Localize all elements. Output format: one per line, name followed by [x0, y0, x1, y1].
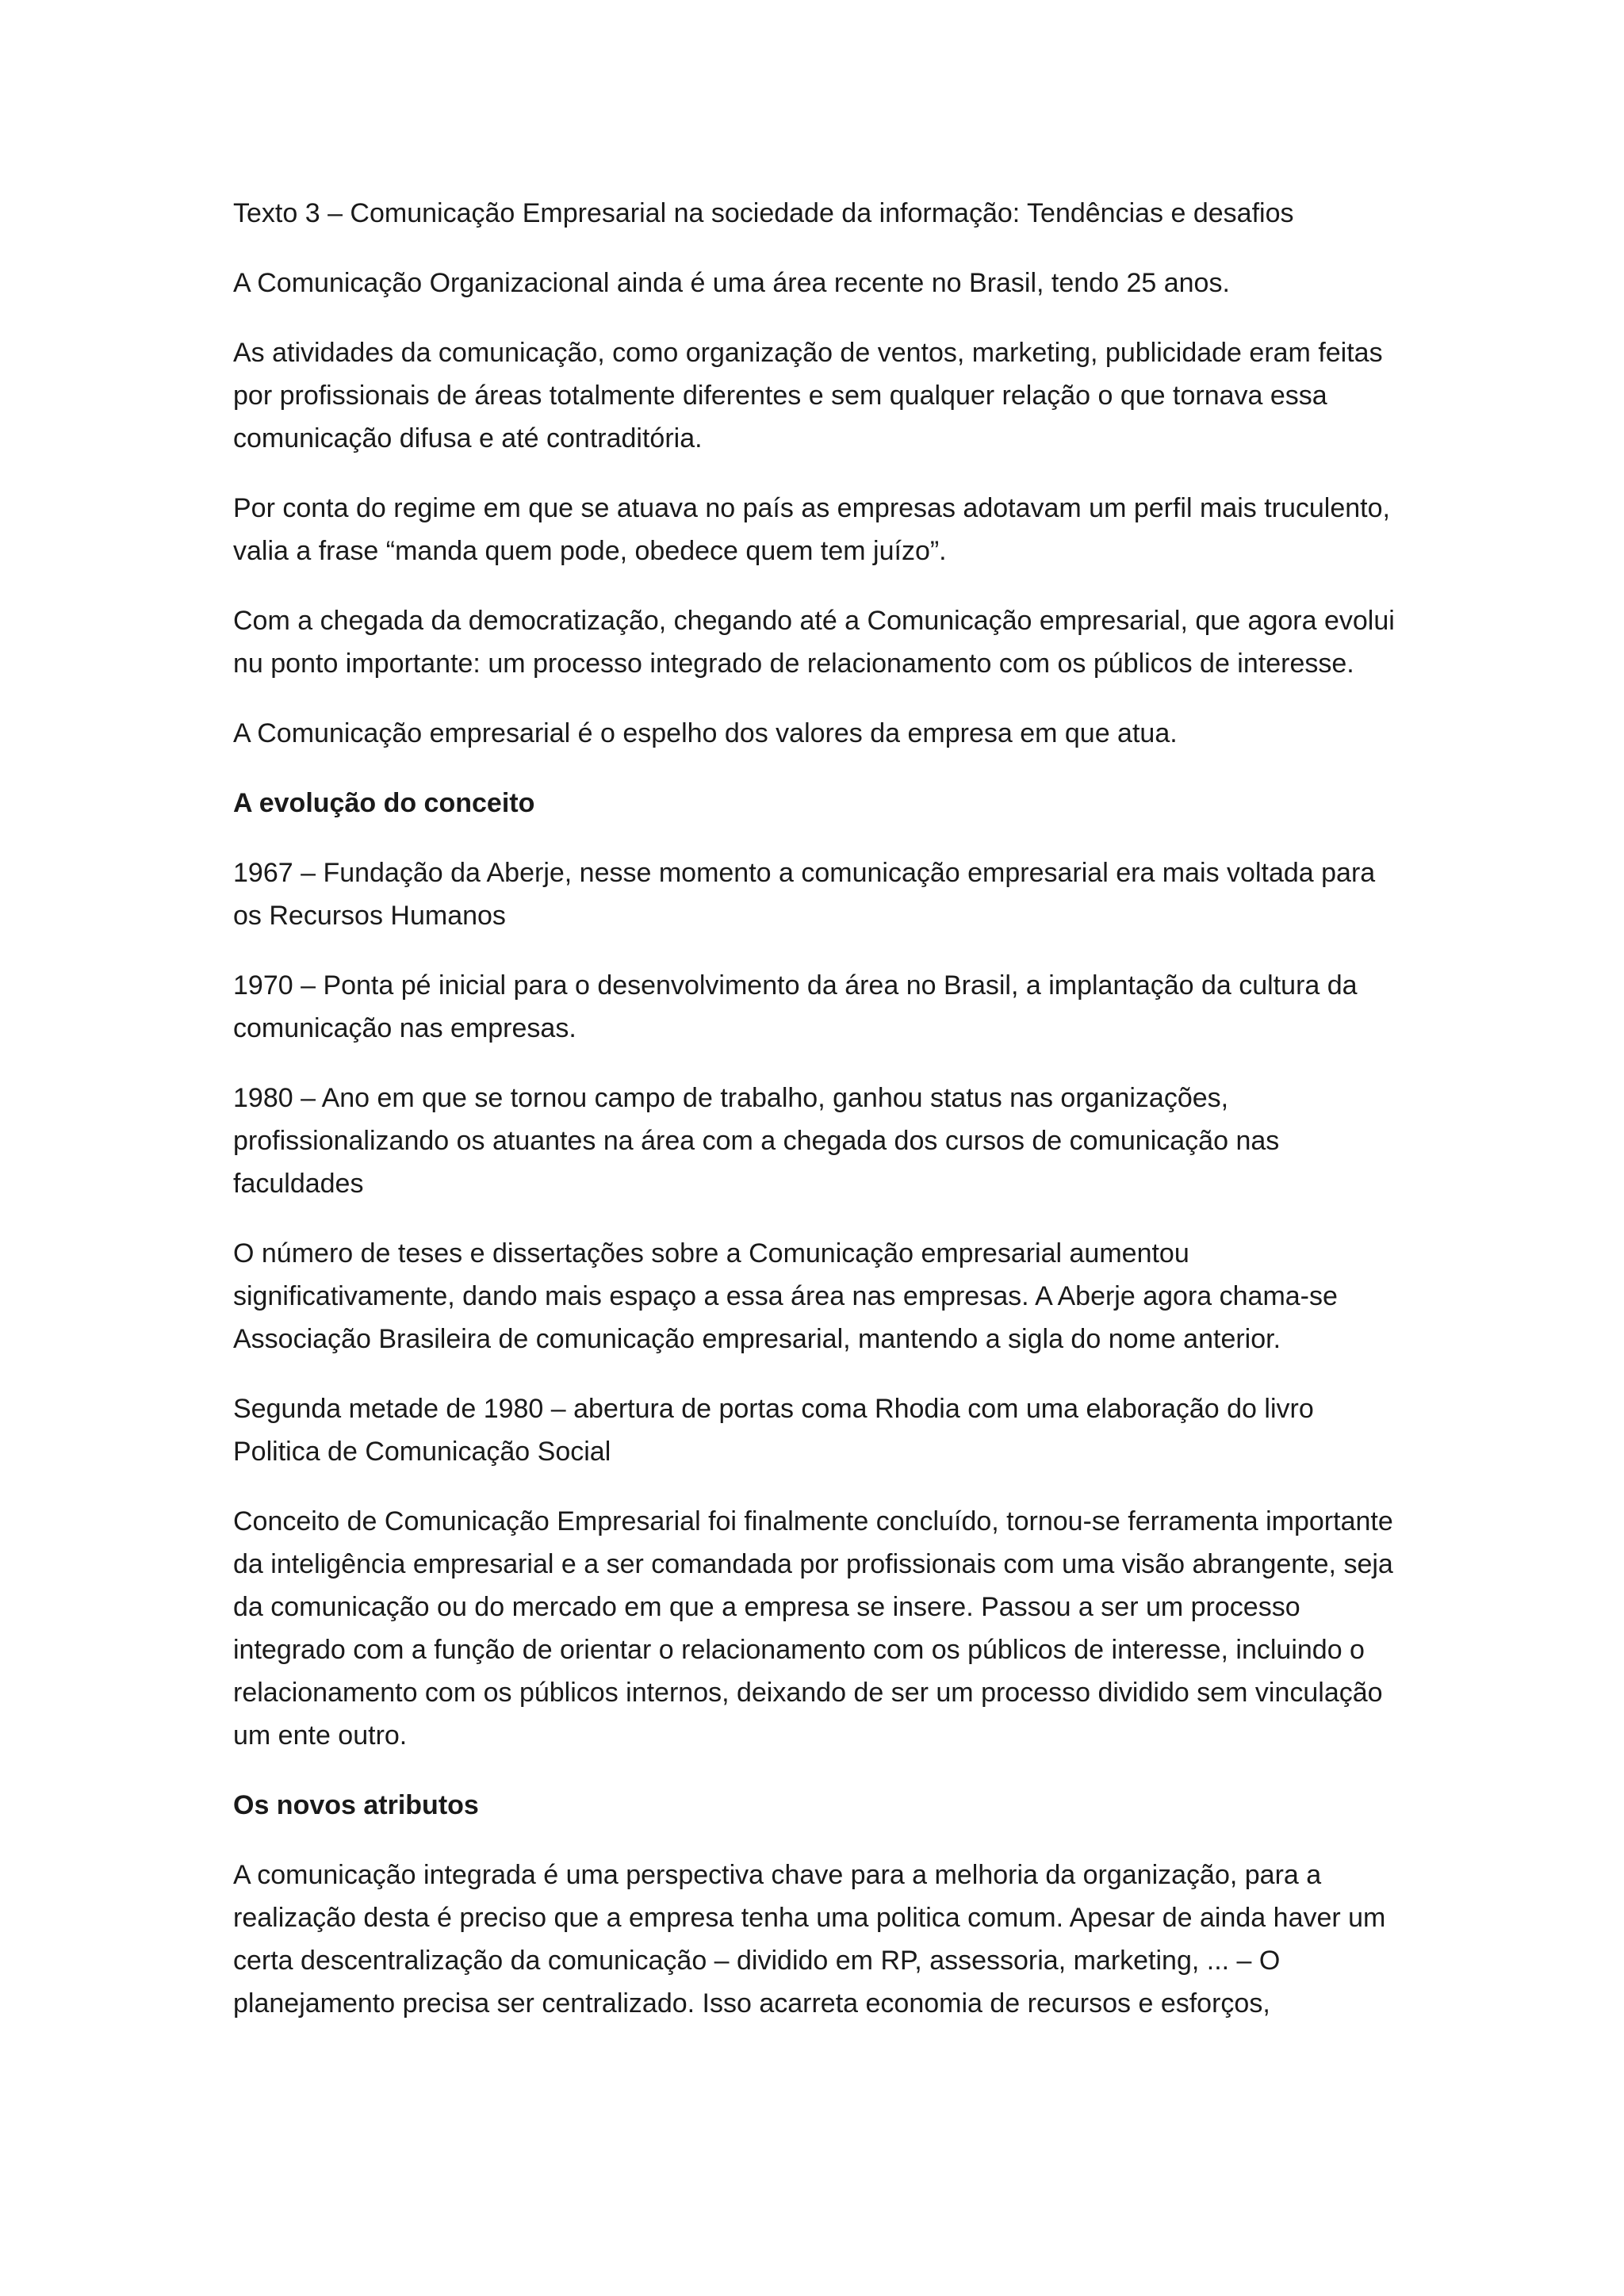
document-title: Texto 3 – Comunicação Empresarial na sociedade da informação: Tendências e desafios: [233, 198, 1294, 228]
paragraph: Com a chegada da democratização, chegando até a Comunicação empresarial, que agora evolui nu ponto importante: um processo integrado de relacionamento com os públicos de interesse.: [233, 606, 1395, 679]
document-body: [233, 192, 1407, 2052]
paragraph: Conceito de Comunicação Empresarial foi finalmente concluído, tornou-se ferramenta importante da inteligência empresarial e a ser comandada por profissionais com uma visão abrangente, seja da comunicação ou do mercado em que a empresa se insere. Passou a ser um processo integrado com a função de orientar o relacionamento com os públicos de interesse, incluindo o relacionamento com os públicos internos, deixando de ser um processo dividido sem vinculação um ente outro.: [233, 1506, 1393, 1751]
paragraph: Por conta do regime em que se atuava no país as empresas adotavam um perfil mais truculento, valia a frase “manda quem pode, obedece quem tem juízo”.: [233, 493, 1390, 566]
paragraph: O número de teses e dissertações sobre a Comunicação empresarial aumentou significativamente, dando mais espaço a essa área nas empresas. A Aberje agora chama-se Associação Brasileira de comunicação empresarial, mantendo a sigla do nome anterior.: [233, 1238, 1338, 1354]
paragraph: Segunda metade de 1980 – abertura de portas coma Rhodia com uma elaboração do livro Politica de Comunicação Social: [233, 1394, 1314, 1467]
paragraph: As atividades da comunicação, como organização de ventos, marketing, publicidade eram feitas por profissionais de áreas totalmente diferentes e sem qualquer relação o que tornava essa comunicação difusa e até contraditória.: [233, 338, 1383, 453]
paragraph: A comunicação integrada é uma perspectiva chave para a melhoria da organização, para a realização desta é preciso que a empresa tenha uma politica comum. Apesar de ainda haver um certa descentralização da comunicação – dividido em RP, assessoria, marketing, ... – O planejamento precisa ser centralizado. Isso acarreta economia de recursos e esforços,: [233, 1860, 1386, 2019]
paragraph: A Comunicação Organizacional ainda é uma área recente no Brasil, tendo 25 anos.: [233, 268, 1230, 298]
section-heading-atributos: Os novos atributos: [233, 1790, 479, 1820]
section-heading-evolucao: A evolução do conceito: [233, 788, 535, 818]
paragraph: A Comunicação empresarial é o espelho dos valores da empresa em que atua.: [233, 718, 1178, 748]
paragraph: 1980 – Ano em que se tornou campo de trabalho, ganhou status nas organizações, profissionalizando os atuantes na área com a chegada dos cursos de comunicação nas faculdades: [233, 1083, 1280, 1199]
paragraph: 1970 – Ponta pé inicial para o desenvolvimento da área no Brasil, a implantação da cultura da comunicação nas empresas.: [233, 970, 1358, 1043]
paragraph: 1967 – Fundação da Aberje, nesse momento a comunicação empresarial era mais voltada para os Recursos Humanos: [233, 858, 1376, 931]
